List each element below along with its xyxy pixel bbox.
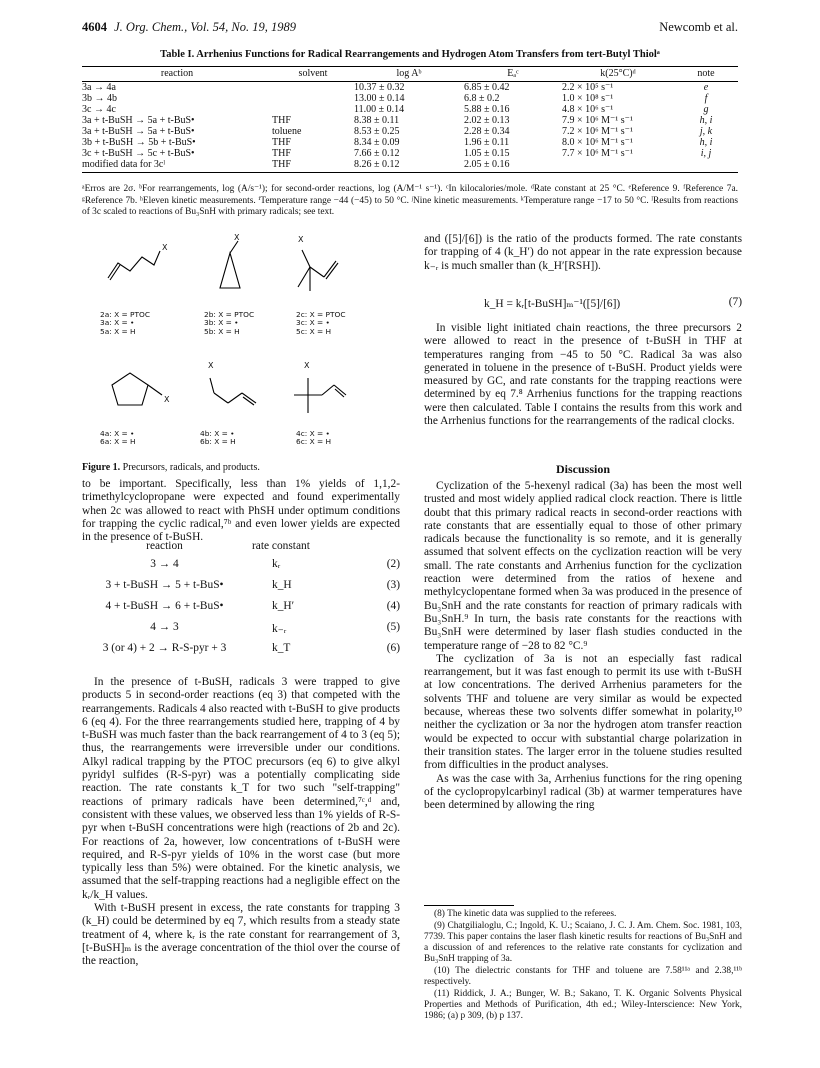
eq-header-reaction: reaction [146, 540, 183, 552]
equation-rate-constant: k_T [272, 642, 291, 654]
table-cell: 2.2 × 10⁵ s⁻¹ [562, 82, 614, 93]
reference-item: (9) Chatgilialoglu, C.; Ingold, K. U.; Scaiano, J. C. J. Am. Chem. Soc. 1981, 103, 7739. This paper contains the laser flash kinetic results for reactions of Bu₃SnH and a discussion of and references to the relative rate constants for cyclization and Bu₃SnH trapping of 3a. [424, 921, 742, 964]
equation-number: (2) [386, 558, 400, 570]
table-cell: 7.7 × 10⁶ M⁻¹ s⁻¹ [562, 148, 633, 159]
table-footnotes: ᵃErros are 2σ. ᵇFor rearrangements, log (A/s⁻¹); for second-order reactions, log (A/M⁻¹ s⁻¹). ᶜIn kilocalories/mole. ᵈRate constant at 25 °C. ᵉReference 9. ᶠReference 7a. ᵍReference 7b. ʰEleven kinetic measurements. ⁱTemperature range −44 (−45) to 50 °C. ʲNine kinetic measurements. ᵏTemperature range −17 to 50 °C. ˡResults from reactions of 3c scaled to reactions of Bu₃SnH with primary radicals; see text. [82, 184, 738, 217]
right-paragraph-3 [424, 480, 742, 812]
equation-rate-constant: k_H′ [272, 600, 295, 612]
label: 3c: X = • [296, 318, 330, 328]
table-cell: 3a → 4a [82, 82, 116, 93]
paragraph: Cyclization of the 5-hexenyl radical (3a) has been the most well trusted and most widely applied radical clock reaction. There is little doubt that this primary radical reacts in second-order reactions with rate constants that are essentially equal to those of other primary radicals because the functionality is so remote, and it is generally assumed that solvent effects on the cyclization reaction will be very small. The rate constants and Arrhenius function for the cyclization reaction were determined from the ratios of hexene and methylcyclopentane formed when 3a was produced in the presence of Bu₃SnH and the rate constants for reaction of primary radicals with Bu₃SnH.⁹ In turn, the basis rate constants for the reactions with Bu₃SnH were determined by laser flash studies conducted in the temperature range of −28 to 82 °C.⁹ [424, 480, 742, 652]
figure-1 [100, 233, 410, 458]
labels-m1 [100, 311, 150, 336]
table-cell: e [703, 82, 709, 93]
labels-m3 [296, 311, 346, 336]
table-cell: 3a + t-BuSH → 5a + t-BuS• [82, 126, 195, 137]
right-paragraph-1 [424, 233, 742, 273]
table-cell: modified data for 3cˡ [82, 159, 272, 173]
figure-caption-text: Precursors, radicals, and products. [120, 462, 260, 473]
table-cell: THF [272, 159, 354, 173]
table-cell [674, 159, 738, 173]
labels-m2 [204, 311, 254, 336]
equation-rate-constant: k₋ᵣ [272, 623, 287, 635]
label: 5b: X = H [204, 326, 240, 336]
paragraph: In visible light initiated chain reactions, the three precursors 2 were allowed to react in the presence of t-BuSH in THF at temperatures ranging from −45 to 50 °C. Radical 3a was also generated in toluene in the presence of t-BuSH. Product yields were measured by GC, and rate constants for the trapping reactions were determined by eq 7.⁸ Arrhenius functions for the trapping reactions were then calculated. Table I contains the results from this work and the Arrhenius functions for the rearrangements of the radical clocks. [424, 322, 742, 428]
equation-row [82, 558, 400, 579]
reference-item: (11) Riddick, J. A.; Bunger, W. B.; Sakano, T. K. Organic Solvents Physical Properties and Methods of Purification, 4th ed.; Wiley-Interscience: New York, 1986; (a) p 309, (b) p 137. [424, 989, 742, 1021]
label: 6a: X = H [100, 437, 136, 447]
label: 2b: X = PTOC [204, 310, 255, 319]
table-cell: THF [272, 148, 291, 159]
col-header-k25: k(25°C)ᵈ [562, 67, 674, 82]
left-paragraph-1 [82, 478, 400, 544]
atom-label-x: X [162, 243, 168, 252]
table-row [82, 159, 738, 173]
table-row [82, 126, 738, 137]
label: 2c: X = PTOC [296, 310, 346, 319]
table-cell: 8.26 ± 0.12 [354, 159, 464, 173]
equation-row [82, 621, 400, 642]
atom-label-x: X [208, 361, 214, 370]
label: 4b: X = • [200, 429, 235, 438]
table-cell: 1.05 ± 0.15 [464, 148, 510, 159]
arrhenius-table [82, 66, 738, 173]
atom-label-x: X [234, 233, 240, 242]
paragraph: to be important. Specifically, less than 1% yields of 1,1,2-trimethylcyclopropane were expected and found experimentally when 2c was allowed to react with PhSH under optimum conditions for trapping the cyclic radical,⁷ᵇ and even lower yields are expected in the presence of t-BuSH. [82, 478, 400, 544]
paragraph: and ([5]/[6]) is the ratio of the products formed. The rate constants for trapping of 4 (k_H′) do not appear in the rate expression because k₋ᵣ is much smaller than (k_H′[RSH]). [424, 233, 742, 272]
equation-7-formula: k_H = kᵣ[t-BuSH]ₘ⁻¹([5]/[6]) [484, 298, 621, 310]
table-cell: 6.85 ± 0.42 [464, 82, 510, 93]
table-cell: 3b + t-BuSH → 5b + t-BuS• [82, 137, 196, 148]
figure-caption [82, 462, 260, 473]
atom-label-x: X [304, 361, 310, 370]
equation-reaction: 4 + t-BuSH → 6 + t-BuS• [105, 600, 224, 612]
table-cell [562, 159, 674, 173]
equation-rate-constant: k_H [272, 579, 292, 591]
structure-hexenyl [100, 233, 170, 288]
atom-label-x: X [298, 235, 304, 244]
label: 6c: X = H [296, 437, 332, 447]
table-cell: 10.37 ± 0.32 [354, 82, 405, 93]
table-cell: 4.8 × 10⁶ s⁻¹ [562, 104, 614, 115]
equation-table [82, 540, 400, 663]
table-row [82, 148, 738, 159]
table-cell: 11.00 ± 0.14 [354, 104, 405, 115]
table-cell: f [704, 93, 708, 104]
journal-citation: J. Org. Chem., Vol. 54, No. 19, 1989 [114, 20, 296, 34]
col-header-reaction: reaction [82, 67, 272, 82]
labels-m5 [200, 430, 236, 447]
col-header-note: note [674, 67, 738, 82]
labels-m6 [296, 430, 331, 447]
label: 6b: X = H [200, 437, 236, 447]
paragraph: With t-BuSH present in excess, the rate constants for trapping 3 (k_H) could be determined by eq 7, which results from a steady state treatment of 4, where kᵣ is the rate constant for rearrangement of 3, [t-BuSH]ₘ is the average concentration of the thiol over the course of the reaction, [82, 902, 400, 968]
table-cell: g [703, 104, 709, 115]
table-cell [272, 82, 354, 94]
table-row [82, 115, 738, 126]
table-cell [272, 104, 354, 115]
divider [424, 905, 514, 906]
table-row [82, 104, 738, 115]
col-header-solvent: solvent [272, 67, 354, 82]
label: 5c: X = H [296, 326, 332, 336]
label: 3a: X = • [100, 318, 135, 328]
table-cell: 6.8 ± 0.2 [464, 93, 500, 104]
page-number: 4604 [82, 20, 107, 34]
references [424, 905, 742, 1023]
col-header-ea: Eₐᶜ [464, 67, 562, 82]
table-cell: 3c → 4c [82, 104, 116, 115]
table-cell: 3c + t-BuSH → 5c + t-BuS• [82, 148, 195, 159]
reference-item: (10) The dielectric constants for THF and toluene are 7.58¹¹ᵃ and 2.38,¹¹ᵇ respectively. [424, 966, 742, 987]
reference-item: (8) The kinetic data was supplied to the referees. [434, 909, 617, 919]
equation-reaction: 4 → 3 [150, 621, 179, 633]
table-cell: 2.02 ± 0.13 [464, 115, 510, 126]
table-cell: j, k [699, 126, 713, 137]
table-cell: 8.34 ± 0.09 [354, 137, 400, 148]
table-cell: i, j [700, 148, 712, 159]
equation-number: (6) [386, 642, 400, 654]
paragraph: As was the case with 3a, Arrhenius functions for the ring opening of the cyclopropylcarbinyl radical (3b) at warmer temperatures have been determined by allowing the ring [424, 772, 742, 812]
paragraph: The cyclization of 3a is not an especially fast radical rearrangement, but it was fast enough to permit its use with t-BuSH at low concentrations. The derived Arrhenius parameters for the solvents THF and toluene are very similar as would be expected because, whereas these two solvents differ somewhat in polarity,¹⁰ neither the cyclization or 3a nor the hydrogen atom transfer reaction would be expected to occur with substantial charge polarization in their transition states. The larger error in the toluene studies resulted from difficulties in the product analyses. [424, 652, 742, 772]
equation-7-number: (7) [728, 296, 742, 308]
table-cell: 1.0 × 10⁸ s⁻¹ [562, 93, 614, 104]
equation-number: (4) [386, 600, 400, 612]
table-cell: 7.2 × 10⁶ M⁻¹ s⁻¹ [562, 126, 633, 137]
table-cell: THF [272, 115, 291, 126]
label: 4c: X = • [296, 429, 330, 438]
table-cell: 1.96 ± 0.11 [464, 137, 510, 148]
table-cell: h, i [699, 137, 713, 148]
table-cell: 3a + t-BuSH → 5a + t-BuS• [82, 115, 195, 126]
equation-rate-constant: kᵣ [272, 558, 281, 570]
structure-cyclopentylmethyl [100, 363, 180, 413]
table-cell: 8.38 ± 0.11 [354, 115, 400, 126]
equation-table-header [82, 540, 400, 558]
table-cell: 2.28 ± 0.34 [464, 126, 510, 137]
structure-butenyl [200, 373, 260, 413]
label: 2a: X = PTOC [100, 310, 150, 319]
col-header-logA: log Aᵇ [354, 67, 464, 82]
label: 5a: X = H [100, 326, 136, 336]
structure-dimethylbutenyl-2 [288, 373, 358, 423]
table-cell: h, i [699, 115, 713, 126]
running-author: Newcomb et al. [659, 20, 738, 34]
equation-reaction: 3 → 4 [150, 558, 179, 570]
labels-m4 [100, 430, 136, 447]
table-row [82, 82, 738, 94]
table-header-row [82, 67, 738, 82]
equation-number: (3) [386, 579, 400, 591]
table-cell: 2.05 ± 0.16 [464, 159, 562, 173]
equation-number: (5) [386, 621, 400, 633]
equation-reaction: 3 (or 4) + 2 → R-S-pyr + 3 [102, 642, 227, 654]
table-cell: 5.88 ± 0.16 [464, 104, 510, 115]
atom-label-x: X [164, 395, 170, 404]
label: 4a: X = • [100, 429, 135, 438]
section-heading: Discussion [555, 462, 611, 476]
equation-row [82, 579, 400, 600]
table-cell: 7.9 × 10⁶ M⁻¹ s⁻¹ [562, 115, 633, 126]
equation-reaction: 3 + t-BuSH → 5 + t-BuS• [105, 579, 224, 591]
table-row [82, 137, 738, 148]
eq-header-rate: rate constant [252, 540, 310, 552]
figure-caption-label: Figure 1. [82, 462, 121, 473]
equation-row [82, 642, 400, 663]
paragraph: In the presence of t-BuSH, radicals 3 were trapped to give products 5 in second-order reactions (eq 3) that competed with the rearrangements. Radicals 4 also reacted with t-BuSH to give products 6 (eq 4). For the three rearrangements studied here, trapping of 4 by t-BuSH was much faster than the back rearrangement of 4 to 3 (eq 5); thus, the rearrangements were irreversible under our conditions. Alkyl radical trapping by the PTOC precursors (eq 6) to give alkyl pyridyl sulfides (R-S-pyr) was a potentially complicating side reaction. The rate constants k_T for two such "self-trapping" reactions of primary radicals have been determined,⁷ᶜ,ᵈ and, consistent with these values, we observed less than 1% yields of R-S-pyr when t-BuSH concentrations were high (reactions of 2b and 2c). For reactions of 2a, however, low concentrations of t-BuSH were required, and R-S-pyr yields of 10% in the worst case (but more typically less than 5%) were obtained. For the kinetic analysis, we assumed that the self-trapping reactions had a negligible effect on the kᵣ/k_H values. [82, 676, 400, 901]
table-caption: Table I. Arrhenius Functions for Radical Rearrangements and Hydrogen Atom Transfers from tert-Butyl Thiolᵃ [160, 49, 660, 60]
table-row [82, 93, 738, 104]
table-cell: 13.00 ± 0.14 [354, 93, 405, 104]
table-cell: 3b → 4b [82, 93, 117, 104]
equation-row [82, 600, 400, 621]
table-cell: toluene [272, 126, 302, 137]
label: 3b: X = • [204, 318, 239, 328]
right-paragraph-2 [424, 322, 742, 428]
structure-dimethylbutenyl [290, 245, 360, 305]
page-header [82, 20, 738, 35]
table-cell: 7.66 ± 0.12 [354, 148, 400, 159]
table-cell: THF [272, 137, 291, 148]
left-paragraph-2 [82, 676, 400, 969]
table-cell: 8.0 × 10⁶ M⁻¹ s⁻¹ [562, 137, 633, 148]
structure-cyclopropylcarbinyl [208, 233, 258, 303]
table-cell [272, 93, 354, 104]
table-cell: 8.53 ± 0.25 [354, 126, 400, 137]
